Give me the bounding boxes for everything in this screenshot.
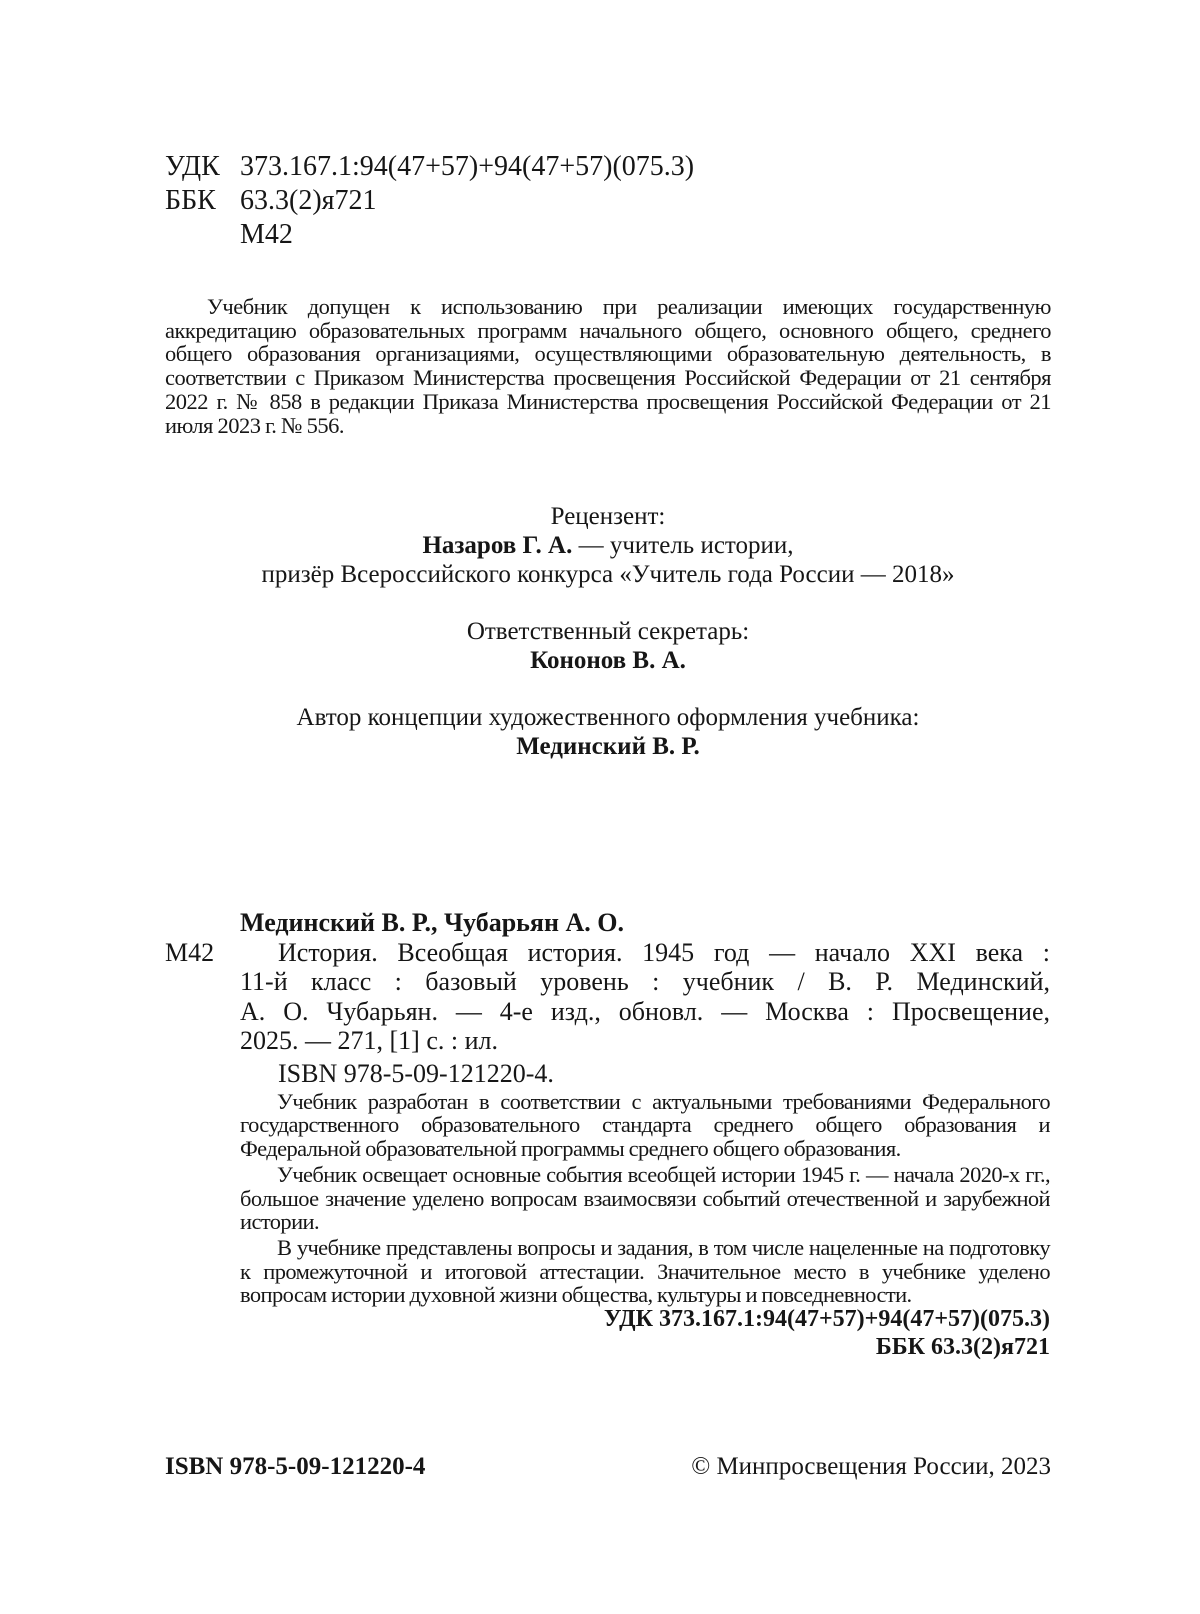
catalog-description-line: 2025. — 271, [1] с. : ил. <box>240 1026 498 1056</box>
catalog-description-line: 11-й класс : базовый уровень : учебник / В. Р. Мединский, <box>240 967 1050 997</box>
reviewer-name: Назаров Г. А. <box>422 532 573 559</box>
bbk-bottom: ББК 63.3(2)я721 <box>875 1334 1050 1360</box>
udk-row <box>165 150 694 184</box>
catalog-isbn-line: ISBN 978-5-09-121220-4. <box>278 1058 554 1088</box>
annotation-paragraph: В учебнике представлены вопросы и задания, в том числе нацеленные на подготовку к промежуточной и итоговой аттестации. Значительное место в учебнике уделено вопросам истории духовной жизни общества, культуры и повседневности. <box>240 1235 1050 1308</box>
udk-label: УДК <box>165 151 220 182</box>
credits-block <box>165 502 1051 761</box>
author-sign-row <box>165 218 694 252</box>
secretary-heading: Ответственный секретарь: <box>466 618 750 645</box>
reviewer-role: — учитель истории, <box>572 532 794 559</box>
author-sign: М42 <box>240 219 293 250</box>
catalog-author-sign: М42 <box>165 937 215 967</box>
reviewer-note: призёр Всероссийского конкурса «Учитель года России — 2018» <box>261 561 955 588</box>
catalog-authors: Мединский В. Р., Чубарьян А. О. <box>240 908 624 937</box>
design-author-heading: Автор концепции художественного оформления учебника: <box>296 704 920 731</box>
bbk-value: 63.3(2)я721 <box>240 185 377 216</box>
footer-isbn: ISBN 978-5-09-121220-4 <box>165 1453 426 1480</box>
annotation-paragraph: Учебник освещает основные события всеобщей истории 1945 г. — начала 2020-х гг., большое значение уделено вопросам взаимосвязи событий отечественной и зарубежной истории. <box>240 1162 1050 1235</box>
classification-codes-top <box>165 150 694 252</box>
bbk-label: ББК <box>165 185 216 216</box>
footer <box>165 1452 1051 1482</box>
reviewer-heading: Рецензент: <box>550 503 666 530</box>
udk-bottom: УДК 373.167.1:94(47+57)+94(47+57)(075.3) <box>603 1306 1050 1332</box>
design-author-name: Мединский В. Р. <box>516 733 700 760</box>
annotation-paragraph: Учебник разработан в соответствии с актуальными требованиями Федерального государственного образовательного стандарта среднего общего образования и Федеральной образовательной программы среднего общего образования. <box>240 1089 1050 1161</box>
secretary-name: Кононов В. А. <box>530 647 686 674</box>
udk-value: 373.167.1:94(47+57)+94(47+57)(075.3) <box>240 151 695 182</box>
catalog-description-line: А. О. Чубарьян. — 4-е изд., обновл. — Москва : Просвещение, <box>240 996 1050 1026</box>
footer-copyright: © Минпросвещения России, 2023 <box>691 1453 1051 1480</box>
admission-notice: Учебник допущен к использованию при реализации имеющих государственную аккредитацию образовательных программ начального общего, основного общего, среднего общего образования организациями, осуществляющими образовательную деятельность, в соответствии с Приказом Министерства просвещения Российской Федерации от 21 сентября 2022 г. № 858 в редакции Приказа Министерства просвещения Российской Федерации от 21 июля 2023 г. № 556. <box>165 294 1051 438</box>
bbk-row <box>165 184 694 218</box>
annotation-block <box>240 1090 1050 1307</box>
catalog-card <box>165 908 1050 1089</box>
reviewer-line <box>165 531 1051 560</box>
catalog-description-line: История. Всеобщая история. 1945 год — начало XXI века : <box>278 937 1050 967</box>
classification-codes-bottom <box>604 1305 1050 1361</box>
